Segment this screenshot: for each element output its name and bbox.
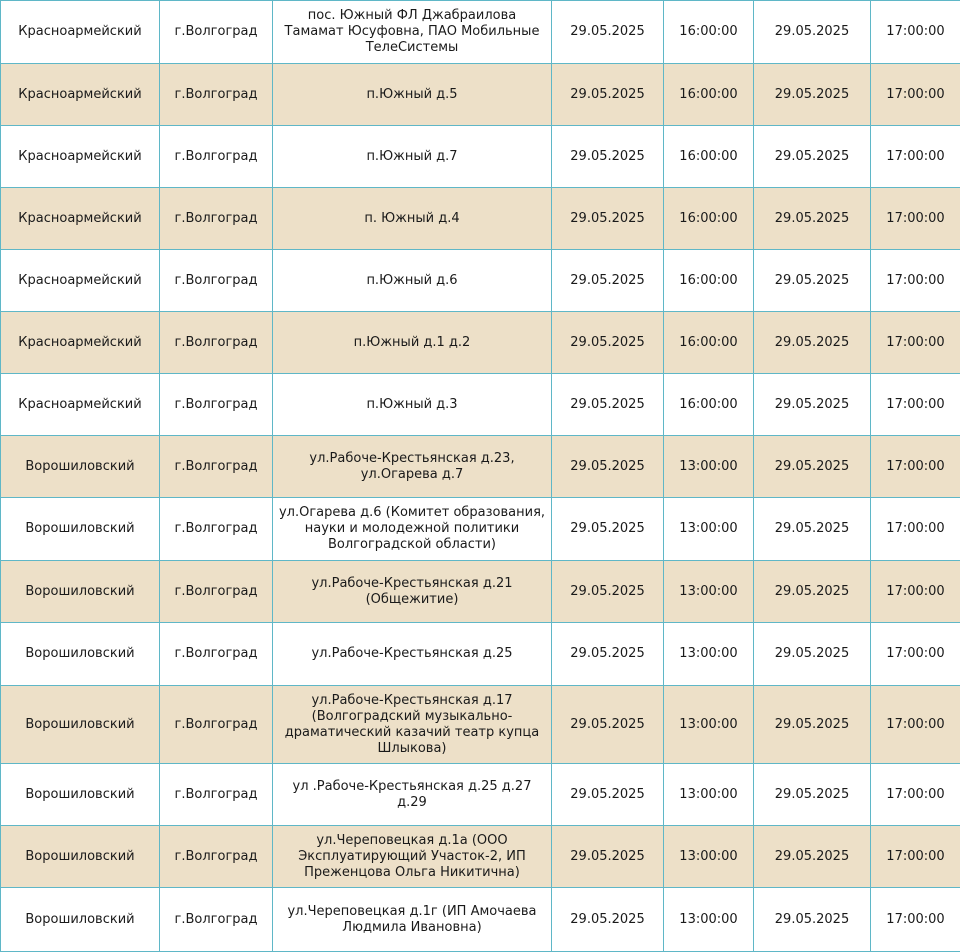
city-cell: г.Волгоград [160, 561, 273, 623]
table-row [1, 686, 960, 764]
address-cell: пос. Южный ФЛ Джабраилова Тамамат Юсуфовна, ПАО Мобильные ТелеСистемы [273, 1, 552, 64]
address-cell: п. Южный д.4 [273, 188, 552, 250]
end-time-cell: 17:00:00 [871, 374, 960, 436]
end-time-cell: 17:00:00 [871, 250, 960, 312]
city-cell: г.Волгоград [160, 64, 273, 126]
end-date-cell: 29.05.2025 [754, 764, 871, 826]
start-date-cell: 29.05.2025 [552, 64, 664, 126]
start-time-cell: 13:00:00 [664, 498, 754, 561]
table-body [1, 1, 960, 952]
address-cell: ул.Рабоче-Крестьянская д.23, ул.Огарева д.7 [273, 436, 552, 498]
city-cell: г.Волгоград [160, 1, 273, 64]
address-cell: ул.Череповецкая д.1а (ООО Эксплуатирующий Участок-2, ИП Преженцова Ольга Никитична) [273, 826, 552, 888]
city-cell: г.Волгоград [160, 188, 273, 250]
address-cell: ул .Рабоче-Крестьянская д.25 д.27 д.29 [273, 764, 552, 826]
district-cell: Красноармейский [1, 188, 160, 250]
start-time-cell: 13:00:00 [664, 686, 754, 764]
start-time-cell: 16:00:00 [664, 126, 754, 188]
district-cell: Красноармейский [1, 312, 160, 374]
district-cell: Ворошиловский [1, 623, 160, 686]
address-cell: п.Южный д.3 [273, 374, 552, 436]
end-time-cell: 17:00:00 [871, 686, 960, 764]
start-time-cell: 16:00:00 [664, 374, 754, 436]
end-time-cell: 17:00:00 [871, 126, 960, 188]
end-date-cell: 29.05.2025 [754, 686, 871, 764]
city-cell: г.Волгоград [160, 686, 273, 764]
district-cell: Ворошиловский [1, 498, 160, 561]
district-cell: Красноармейский [1, 64, 160, 126]
start-time-cell: 13:00:00 [664, 623, 754, 686]
end-time-cell: 17:00:00 [871, 436, 960, 498]
table-row [1, 826, 960, 888]
end-time-cell: 17:00:00 [871, 312, 960, 374]
start-time-cell: 16:00:00 [664, 1, 754, 64]
address-cell: ул.Огарева д.6 (Комитет образования, науки и молодежной политики Волгоградской области) [273, 498, 552, 561]
city-cell: г.Волгоград [160, 126, 273, 188]
address-cell: ул.Рабоче-Крестьянская д.17 (Волгоградский музыкально-драматический казачий театр купца Шлыкова) [273, 686, 552, 764]
start-date-cell: 29.05.2025 [552, 374, 664, 436]
address-cell: ул.Рабоче-Крестьянская д.21 (Общежитие) [273, 561, 552, 623]
start-time-cell: 13:00:00 [664, 888, 754, 952]
district-cell: Ворошиловский [1, 686, 160, 764]
end-time-cell: 17:00:00 [871, 498, 960, 561]
district-cell: Ворошиловский [1, 826, 160, 888]
end-time-cell: 17:00:00 [871, 826, 960, 888]
district-cell: Красноармейский [1, 1, 160, 64]
start-date-cell: 29.05.2025 [552, 1, 664, 64]
end-date-cell: 29.05.2025 [754, 498, 871, 561]
end-time-cell: 17:00:00 [871, 623, 960, 686]
end-date-cell: 29.05.2025 [754, 250, 871, 312]
table-row [1, 188, 960, 250]
end-time-cell: 17:00:00 [871, 188, 960, 250]
city-cell: г.Волгоград [160, 826, 273, 888]
table-row [1, 561, 960, 623]
start-time-cell: 16:00:00 [664, 312, 754, 374]
start-time-cell: 16:00:00 [664, 188, 754, 250]
table-row [1, 623, 960, 686]
start-date-cell: 29.05.2025 [552, 888, 664, 952]
start-date-cell: 29.05.2025 [552, 561, 664, 623]
end-date-cell: 29.05.2025 [754, 312, 871, 374]
table-row [1, 250, 960, 312]
city-cell: г.Волгоград [160, 250, 273, 312]
city-cell: г.Волгоград [160, 623, 273, 686]
start-date-cell: 29.05.2025 [552, 764, 664, 826]
table-row [1, 312, 960, 374]
start-time-cell: 16:00:00 [664, 64, 754, 126]
end-date-cell: 29.05.2025 [754, 888, 871, 952]
start-date-cell: 29.05.2025 [552, 250, 664, 312]
end-time-cell: 17:00:00 [871, 888, 960, 952]
end-time-cell: 17:00:00 [871, 1, 960, 64]
address-cell: ул.Рабоче-Крестьянская д.25 [273, 623, 552, 686]
district-cell: Красноармейский [1, 374, 160, 436]
table-row [1, 374, 960, 436]
district-cell: Ворошиловский [1, 764, 160, 826]
city-cell: г.Волгоград [160, 374, 273, 436]
district-cell: Ворошиловский [1, 436, 160, 498]
start-date-cell: 29.05.2025 [552, 498, 664, 561]
end-date-cell: 29.05.2025 [754, 188, 871, 250]
start-date-cell: 29.05.2025 [552, 436, 664, 498]
start-time-cell: 13:00:00 [664, 826, 754, 888]
end-time-cell: 17:00:00 [871, 764, 960, 826]
end-date-cell: 29.05.2025 [754, 64, 871, 126]
table-row [1, 498, 960, 561]
table-row [1, 126, 960, 188]
city-cell: г.Волгоград [160, 888, 273, 952]
end-time-cell: 17:00:00 [871, 64, 960, 126]
city-cell: г.Волгоград [160, 312, 273, 374]
start-date-cell: 29.05.2025 [552, 312, 664, 374]
district-cell: Ворошиловский [1, 561, 160, 623]
end-date-cell: 29.05.2025 [754, 561, 871, 623]
table-row [1, 64, 960, 126]
end-date-cell: 29.05.2025 [754, 374, 871, 436]
address-cell: п.Южный д.5 [273, 64, 552, 126]
start-time-cell: 13:00:00 [664, 561, 754, 623]
start-date-cell: 29.05.2025 [552, 826, 664, 888]
start-date-cell: 29.05.2025 [552, 126, 664, 188]
table-row [1, 888, 960, 952]
city-cell: г.Волгоград [160, 764, 273, 826]
city-cell: г.Волгоград [160, 498, 273, 561]
start-time-cell: 13:00:00 [664, 764, 754, 826]
start-time-cell: 13:00:00 [664, 436, 754, 498]
table-row [1, 764, 960, 826]
end-date-cell: 29.05.2025 [754, 1, 871, 64]
end-date-cell: 29.05.2025 [754, 436, 871, 498]
address-cell: ул.Череповецкая д.1г (ИП Амочаева Людмила Ивановна) [273, 888, 552, 952]
start-date-cell: 29.05.2025 [552, 623, 664, 686]
city-cell: г.Волгоград [160, 436, 273, 498]
address-cell: п.Южный д.7 [273, 126, 552, 188]
end-date-cell: 29.05.2025 [754, 826, 871, 888]
end-time-cell: 17:00:00 [871, 561, 960, 623]
start-date-cell: 29.05.2025 [552, 686, 664, 764]
start-time-cell: 16:00:00 [664, 250, 754, 312]
table-row [1, 1, 960, 64]
table-row [1, 436, 960, 498]
start-date-cell: 29.05.2025 [552, 188, 664, 250]
district-cell: Красноармейский [1, 126, 160, 188]
end-date-cell: 29.05.2025 [754, 623, 871, 686]
address-cell: п.Южный д.6 [273, 250, 552, 312]
end-date-cell: 29.05.2025 [754, 126, 871, 188]
district-cell: Красноармейский [1, 250, 160, 312]
address-cell: п.Южный д.1 д.2 [273, 312, 552, 374]
district-cell: Ворошиловский [1, 888, 160, 952]
